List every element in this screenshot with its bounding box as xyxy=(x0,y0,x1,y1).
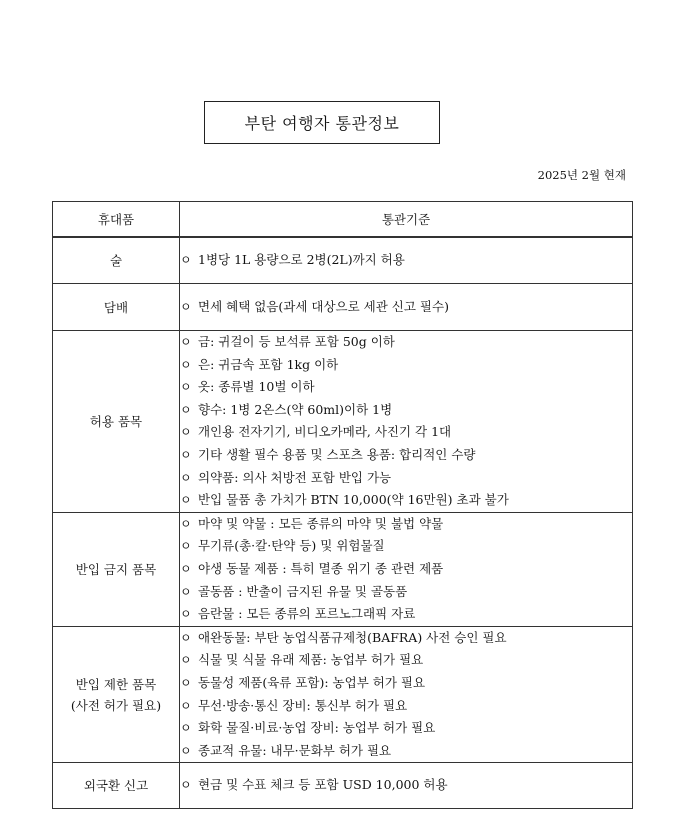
category-label: 반입 금지 품목 xyxy=(75,561,157,577)
category-label: (사전 허가 필요) xyxy=(70,697,162,713)
item-text: 식물 및 식물 유래 제품: 농업부 허가 필요 xyxy=(198,652,424,668)
bullet-marker: ㅇ xyxy=(180,561,192,576)
list-item xyxy=(180,717,632,740)
bullet-marker: ㅇ xyxy=(180,402,192,417)
item-text: 화학 물질·비료·농업 장비: 농업부 허가 필요 xyxy=(198,720,436,736)
item-text: 의약품: 의사 처방전 포함 반입 가능 xyxy=(198,469,392,485)
list-item xyxy=(180,558,632,581)
item-text: 1병당 1L 용량으로 2병(2L)까지 허용 xyxy=(198,252,405,268)
date-label: 2025년 2월 현재 xyxy=(537,168,626,182)
list-item xyxy=(180,672,632,695)
header-standard: 통관기준 xyxy=(180,202,633,238)
bullet-marker: ㅇ xyxy=(180,516,192,531)
list-item xyxy=(180,774,632,797)
table-header-row xyxy=(53,202,633,238)
bullet-marker: ㅇ xyxy=(180,539,192,554)
item-text: 야생 동물 제품 : 특히 멸종 위기 종 관련 제품 xyxy=(198,560,444,576)
standard-cell xyxy=(180,626,633,763)
item-text: 현금 및 수표 체크 등 포함 USD 10,000 허용 xyxy=(198,777,448,793)
standard-cell xyxy=(180,763,633,809)
item-text: 반입 물품 총 가치가 BTN 10,000(약 16만원) 초과 불가 xyxy=(198,492,509,508)
bullet-marker: ㅇ xyxy=(180,335,192,349)
list-item xyxy=(180,535,632,558)
item-text: 음란물 : 모든 종류의 포르노그래픽 자료 xyxy=(198,606,416,622)
category-label: 허용 품목 xyxy=(89,413,143,429)
bullet-marker: ㅇ xyxy=(180,380,192,395)
category-label: 외국환 신고 xyxy=(83,778,149,794)
list-item xyxy=(180,513,632,536)
category-label: 반입 제한 품목 xyxy=(75,676,157,692)
category-cell xyxy=(53,284,180,331)
list-item xyxy=(180,649,632,672)
bullet-marker: ㅇ xyxy=(180,778,192,793)
table-row xyxy=(53,626,633,763)
bullet-marker: ㅇ xyxy=(180,675,192,690)
bullet-marker: ㅇ xyxy=(180,630,192,645)
standard-cell xyxy=(180,512,633,626)
item-text: 금: 귀걸이 등 보석류 포함 50g 이하 xyxy=(198,334,395,349)
item-text: 기타 생활 필수 용품 및 스포츠 용품: 합리적인 수량 xyxy=(198,446,476,462)
category-cell xyxy=(53,512,180,626)
item-text: 옷: 종류별 10벌 이하 xyxy=(198,379,315,395)
item-text: 개인용 전자기기, 비디오카메라, 사진기 각 1대 xyxy=(198,424,452,440)
list-item xyxy=(180,581,632,604)
list-item xyxy=(180,444,632,467)
table-row xyxy=(53,237,633,284)
standard-cell xyxy=(180,237,633,284)
item-text: 골동품 : 반출이 금지된 유물 및 골동품 xyxy=(198,583,408,599)
category-label: 담배 xyxy=(103,299,129,315)
list-item xyxy=(180,376,632,399)
item-text: 종교적 유물: 내무·문화부 허가 필요 xyxy=(198,742,392,758)
bullet-marker: ㅇ xyxy=(180,743,192,758)
item-text: 면세 혜택 없음(과세 대상으로 세관 신고 필수) xyxy=(198,298,449,314)
item-text: 마약 및 약물 : 모든 종류의 마약 및 불법 약물 xyxy=(198,515,444,531)
bullet-marker: ㅇ xyxy=(180,470,192,485)
bullet-marker: ㅇ xyxy=(180,299,192,314)
list-item xyxy=(180,399,632,422)
table-row xyxy=(53,331,633,513)
bullet-marker: ㅇ xyxy=(180,607,192,622)
bullet-marker: ㅇ xyxy=(180,425,192,440)
list-item xyxy=(180,467,632,490)
standard-cell xyxy=(180,284,633,331)
bullet-marker: ㅇ xyxy=(180,698,192,713)
list-item xyxy=(180,603,632,626)
category-label: 술 xyxy=(109,253,123,268)
category-cell xyxy=(53,237,180,284)
customs-table xyxy=(52,201,633,809)
category-cell xyxy=(53,626,180,763)
table-row xyxy=(53,763,633,809)
category-cell xyxy=(53,763,180,809)
header-category: 휴대품 xyxy=(53,202,180,238)
bullet-marker: ㅇ xyxy=(180,721,192,736)
bullet-marker: ㅇ xyxy=(180,447,192,462)
list-item xyxy=(180,354,632,377)
list-item xyxy=(180,249,632,272)
bullet-marker: ㅇ xyxy=(180,653,192,668)
bullet-marker: ㅇ xyxy=(180,357,192,372)
bullet-marker: ㅇ xyxy=(180,253,192,268)
standard-cell xyxy=(180,331,633,513)
table-row xyxy=(53,512,633,626)
list-item xyxy=(180,695,632,718)
table-row xyxy=(53,284,633,331)
item-text: 은: 귀금속 포함 1kg 이하 xyxy=(198,356,339,372)
item-text: 애완동물: 부탄 농업식품규제청(BAFRA) 사전 승인 필요 xyxy=(198,629,507,645)
item-text: 동물성 제품(육류 포함): 농업부 허가 필요 xyxy=(198,674,426,690)
item-text: 무선·방송·통신 장비: 통신부 허가 필요 xyxy=(198,697,408,713)
list-item xyxy=(180,627,632,650)
item-text: 무기류(총·칼·탄약 등) 및 위험물질 xyxy=(198,538,385,554)
list-item xyxy=(180,296,632,319)
list-item xyxy=(180,489,632,512)
list-item xyxy=(180,331,632,354)
list-item xyxy=(180,421,632,444)
bullet-marker: ㅇ xyxy=(180,584,192,599)
bullet-marker: ㅇ xyxy=(180,493,192,508)
list-item xyxy=(180,740,632,763)
item-text: 향수: 1병 2온스(약 60ml)이하 1병 xyxy=(198,401,393,417)
category-cell xyxy=(53,331,180,513)
page-title: 부탄 여행자 통관정보 xyxy=(204,101,440,144)
